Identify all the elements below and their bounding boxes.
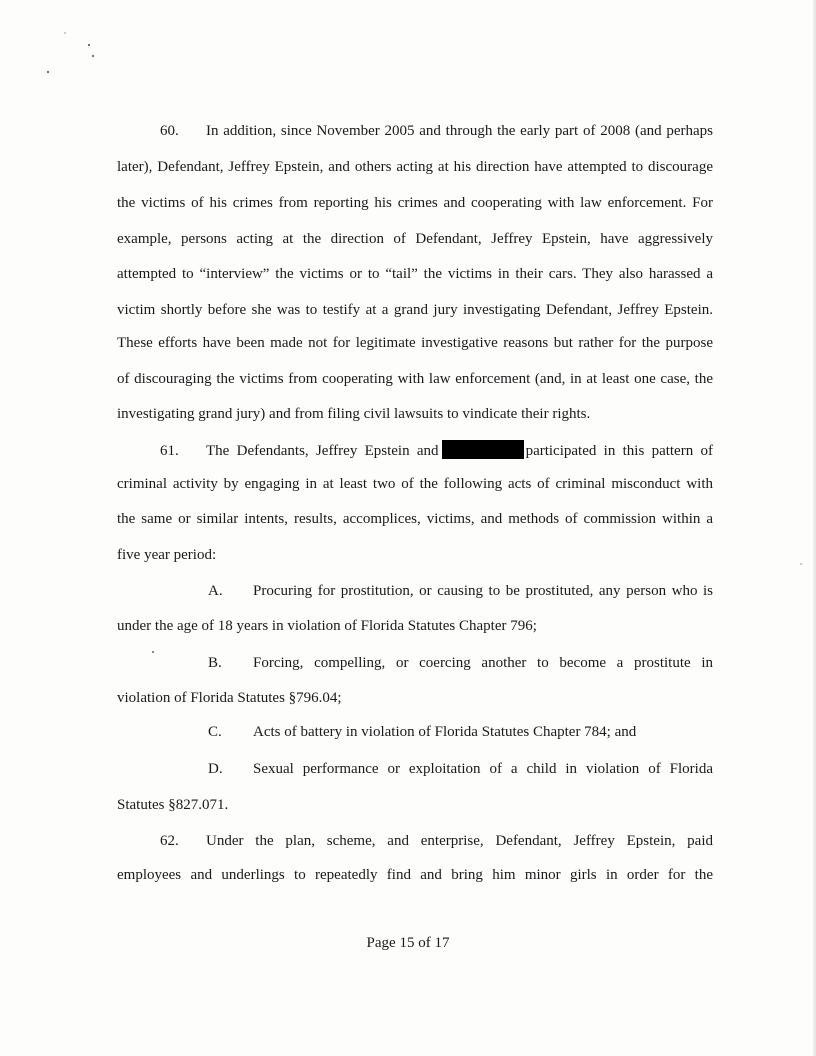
paragraph-60-line: later), Defendant, Jeffrey Epstein, and others acting at his direction have attempted to discourage bbox=[117, 159, 713, 175]
item-text: Acts of battery in violation of Florida Statutes Chapter 784; and bbox=[253, 724, 637, 740]
paragraph-62-line bbox=[160, 832, 713, 850]
list-item-c bbox=[208, 723, 713, 741]
scan-speck bbox=[92, 55, 94, 57]
paragraph-61-line: criminal activity by engaging in at least two of the following acts of criminal misconduct with bbox=[117, 476, 713, 492]
paragraph-60-line: attempted to “interview” the victims or to “tail” the victims in their cars. They also harassed a bbox=[117, 266, 713, 282]
item-letter: A. bbox=[208, 583, 223, 599]
paragraph-text: participated in this pattern of bbox=[525, 443, 713, 459]
paragraph-text: Under the plan, scheme, and enterprise, Defendant, Jeffrey Epstein, paid bbox=[206, 833, 713, 849]
paragraph-60-line: example, persons acting at the direction of Defendant, Jeffrey Epstein, have aggressively bbox=[117, 231, 713, 247]
paragraph-text: In addition, since November 2005 and through the early part of 2008 (and perhaps bbox=[206, 123, 713, 139]
paragraph-60-line: the victims of his crimes from reporting his crimes and cooperating with law enforcement. For bbox=[117, 195, 713, 211]
list-item-a-line: under the age of 18 years in violation of Florida Statutes Chapter 796; bbox=[117, 618, 537, 634]
scan-speck bbox=[64, 32, 66, 34]
item-text: Procuring for prostitution, or causing to be prostituted, any person who is bbox=[253, 583, 713, 599]
item-letter: B. bbox=[208, 655, 222, 671]
list-item-b-line: violation of Florida Statutes §796.04; bbox=[117, 690, 342, 706]
paragraph-62-line: employees and underlings to repeatedly find and bring him minor girls in order for the bbox=[117, 867, 713, 883]
paragraph-60-line: of discouraging the victims from cooperating with law enforcement (and, in at least one case, the bbox=[117, 371, 713, 387]
paragraph-text: The Defendants, Jeffrey Epstein and bbox=[206, 443, 439, 459]
redaction-box bbox=[442, 440, 524, 459]
paragraph-60-line: These efforts have been made not for legitimate investigative reasons but rather for the purpose bbox=[117, 335, 713, 351]
scan-speck bbox=[47, 71, 49, 73]
paragraph-number: 62. bbox=[160, 833, 179, 849]
paragraph-number: 60. bbox=[160, 123, 179, 139]
paragraph-60-line: investigating grand jury) and from filing civil lawsuits to vindicate their rights. bbox=[117, 406, 591, 422]
scan-speck bbox=[88, 44, 90, 46]
paragraph-60-line bbox=[160, 122, 713, 140]
item-letter: D. bbox=[208, 761, 223, 777]
scan-speck bbox=[800, 563, 802, 565]
paragraph-60-line: victim shortly before she was to testify at a grand jury investigating Defendant, Jeffrey Epstein. bbox=[117, 302, 713, 318]
scan-speck bbox=[152, 651, 154, 653]
paragraph-61-line: five year period: bbox=[117, 547, 217, 563]
paragraph-number: 61. bbox=[160, 443, 179, 459]
list-item-d-line: Statutes §827.071. bbox=[117, 797, 229, 813]
list-item-d bbox=[208, 760, 713, 778]
item-letter: C. bbox=[208, 724, 222, 740]
list-item-a bbox=[208, 582, 713, 600]
item-text: Forcing, compelling, or coercing another to become a prostitute in bbox=[253, 655, 713, 671]
list-item-b bbox=[208, 654, 713, 672]
paragraph-61-line: the same or similar intents, results, accomplices, victims, and methods of commission within a bbox=[117, 511, 713, 527]
item-text: Sexual performance or exploitation of a child in violation of Florida bbox=[253, 761, 713, 777]
page-number: Page 15 of 17 bbox=[366, 935, 450, 951]
paragraph-61-line bbox=[160, 440, 713, 460]
